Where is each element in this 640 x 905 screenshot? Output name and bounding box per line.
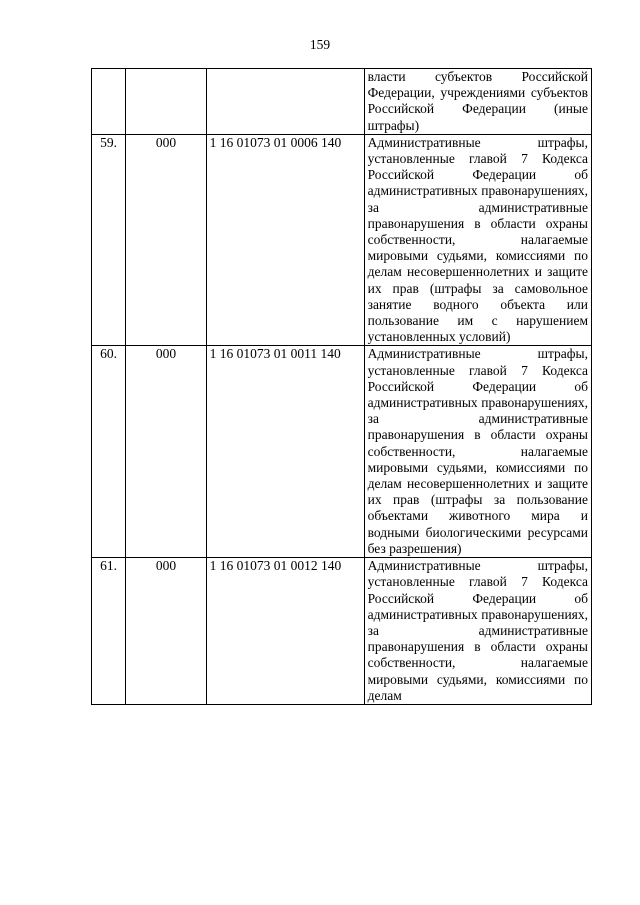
table-row	[92, 558, 592, 705]
row-number-cell	[92, 69, 126, 135]
admin-code-cell: 000	[126, 346, 206, 558]
description-cell	[364, 558, 591, 705]
description-cell	[364, 346, 591, 558]
description-text: власти субъектов Российской Федерации, учреждениями субъектов Российской Федерации (иные штрафы)	[367, 69, 588, 133]
description-text: Административные штрафы, установленные главой 7 Кодекса Российской Федерации об административных правонарушениях, за административные правонарушения в области охраны собственности, налагаемые мировыми судьями, комиссиями по делам несовершеннолетних и защите их прав (штрафы за самовольное занятие водного объекта или пользование им с нарушением установленных условий)	[367, 134, 588, 345]
row-number-cell: 61.	[92, 558, 126, 705]
description-text: Административные штрафы, установленные главой 7 Кодекса Российской Федерации об административных правонарушениях, за административные правонарушения в области охраны собственности, налагаемые мировыми судьями, комиссиями по делам несовершеннолетних и защите их прав (штрафы за пользование объектами животного мира и водными биологическими ресурсами без разрешения)	[367, 346, 588, 556]
table-row	[92, 346, 592, 558]
budget-codes-table	[91, 68, 592, 705]
description-cell	[364, 134, 591, 346]
admin-code-cell: 000	[126, 134, 206, 346]
table-row	[92, 134, 592, 346]
page-number: 159	[309, 37, 331, 52]
kbk-code-cell: 1 16 01073 01 0012 140	[206, 558, 364, 705]
kbk-code-cell: 1 16 01073 01 0011 140	[206, 346, 364, 558]
row-number-cell: 60.	[92, 346, 126, 558]
kbk-code-cell: 1 16 01073 01 0006 140	[206, 134, 364, 346]
row-number-cell: 59.	[92, 134, 126, 346]
admin-code-cell: 000	[126, 558, 206, 705]
admin-code-cell	[126, 69, 206, 135]
description-text: Административные штрафы, установленные главой 7 Кодекса Российской Федерации об административных правонарушениях, за административные правонарушения в области охраны собственности, налагаемые мировыми судьями, комиссиями по делам	[367, 558, 588, 703]
kbk-code-cell	[206, 69, 364, 135]
description-cell	[364, 69, 591, 135]
table-row	[92, 69, 592, 135]
